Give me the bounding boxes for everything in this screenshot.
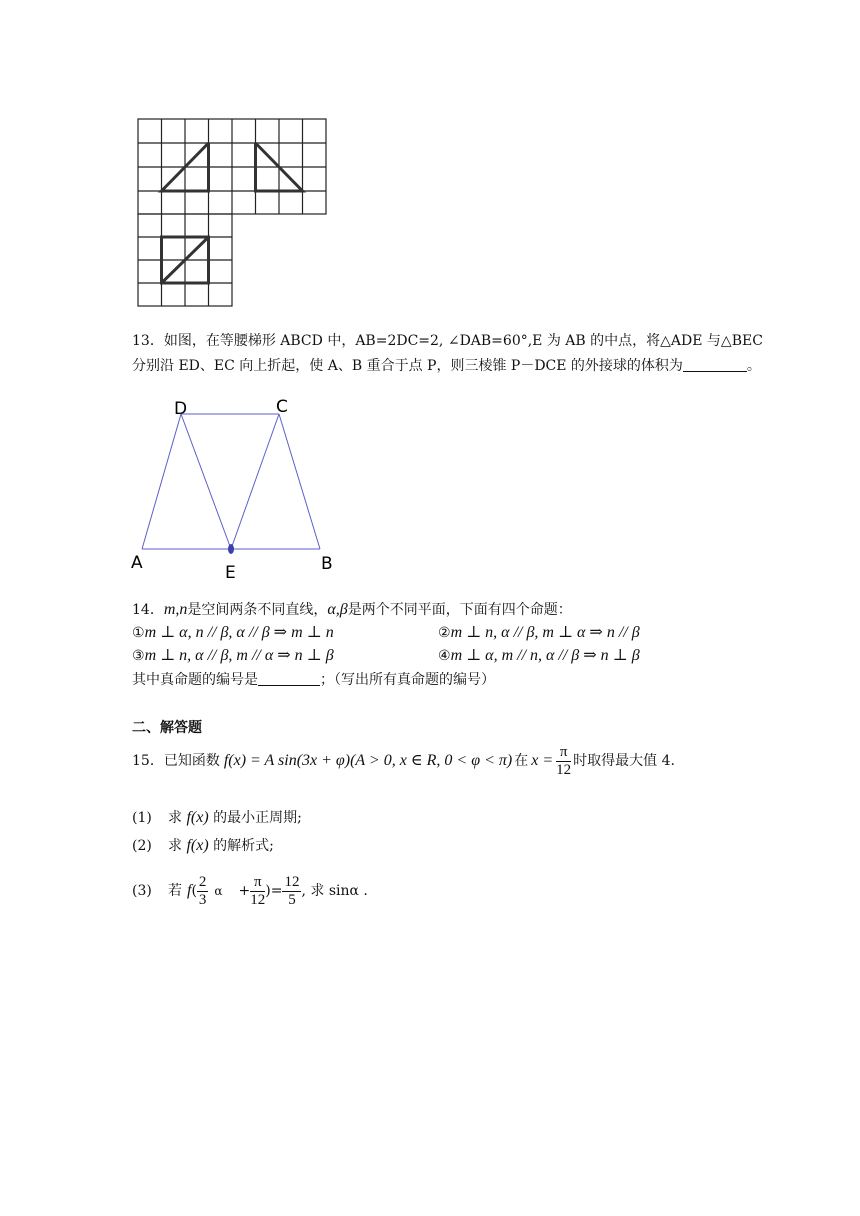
q13-line1 (132, 331, 763, 351)
q15-stem (132, 740, 675, 782)
label-b: B (321, 554, 333, 574)
q14-answer-prefix: 其中真命题的编号是 (132, 672, 258, 688)
q14-prop-2-expr: m ⊥ n, α // β, m ⊥ α ⇒ n // β (450, 624, 640, 641)
label-d: D (174, 399, 188, 419)
q14-prop-1-expr: m ⊥ α, n // β, α // β ⇒ m ⊥ n (144, 624, 334, 641)
q15-part-3-frac-12-5 (282, 874, 301, 909)
q13-end: 。 (746, 358, 761, 374)
q15-part-2-mark: (2) (132, 838, 152, 854)
q15-part-3-f3-den: 5 (288, 891, 296, 908)
q15-part-3-f1-num: 2 (198, 873, 207, 890)
q15-part-3-open: ( (191, 883, 197, 899)
section-heading: 二、解答题 (132, 720, 202, 736)
q15-part-3-mark: (3) (132, 883, 152, 899)
q13-line2 (132, 356, 761, 376)
q15-part-3-post: , 求 sinα . (301, 883, 368, 899)
point-e-marker (228, 544, 234, 554)
q15-part-2 (132, 836, 274, 856)
q14-vars-mn: m,n (163, 601, 188, 618)
q15-part-1-post: 的最小正周期; (213, 810, 302, 826)
q14-prop-2 (438, 623, 640, 643)
q15-part-2-post: 的解析式; (213, 838, 274, 854)
q15-part-1-mark: (1) (132, 810, 152, 826)
q14-intro-text1: 是空间两条不同直线， (187, 602, 328, 618)
q14-prop-3-mark: ③ (132, 648, 145, 664)
q15-x-eq: x = (531, 752, 554, 769)
grid-figure (132, 112, 332, 312)
q14-prop-3 (132, 646, 334, 666)
q14-answer-suffix: ；（写出所有真命题的编号） (320, 672, 495, 688)
q13-text-line1: 如图，在等腰梯形 ABCD 中，AB=2DC=2, ∠DAB=60°,E 为 AB 的中点，将△ADE 与△BEC (163, 333, 763, 349)
q15-function: f(x) = A sin(3x + φ)(A > 0, x ∈ R, 0 < φ < π) (223, 752, 513, 769)
label-e: E (225, 563, 236, 582)
q15-frac-den: 12 (556, 761, 572, 778)
q14-prop-4 (438, 646, 640, 666)
q15-at: 在 (514, 753, 529, 769)
q14-prop-4-expr: m ⊥ α, m // n, α // β ⇒ n ⊥ β (450, 647, 640, 664)
q15-part-3-f: f (187, 882, 192, 899)
q15-part-1 (132, 808, 302, 828)
q15-part-3-f2-num: π (250, 874, 265, 892)
q14-prop-2-mark: ② (438, 625, 451, 641)
q14-answer-line (132, 670, 495, 690)
q15-part-1-fx: f(x) (186, 809, 209, 826)
q14-intro-text2: 是两个不同平面，下面有四个命题： (347, 602, 572, 618)
q14-intro (132, 600, 572, 620)
q15-part-3-pre: 若 (168, 883, 182, 899)
q15-part-3-f2-den: 12 (250, 891, 266, 908)
segment-ce (231, 414, 279, 549)
q15-part-3-close: )= (265, 883, 283, 899)
q15-fraction-pi-12 (556, 744, 571, 779)
q15-tail: 时取得最大值 4. (573, 753, 675, 769)
q15-frac-num: π (556, 744, 571, 762)
q15-part-3-f3-num: 12 (284, 873, 300, 890)
q15-part-2-fx: f(x) (186, 837, 209, 854)
q15-part-3-frac-pi-12 (250, 874, 265, 909)
q15-part-1-pre: 求 (168, 810, 182, 826)
q14-vars-ab: α,β (327, 601, 348, 618)
q15-part-3-alpha: α (214, 884, 223, 898)
segment-de (181, 414, 231, 549)
segment-ad (142, 414, 181, 549)
q15-part-3-f1-den: 3 (198, 891, 207, 908)
label-c: C (276, 397, 288, 417)
q13-answer-blank[interactable] (683, 357, 747, 372)
q15-part-3-plus: + (238, 883, 251, 899)
q14-prop-4-mark: ④ (438, 648, 451, 664)
q14-prop-1 (132, 623, 334, 643)
trapezoid-figure (126, 390, 346, 582)
q15-number: 15．已知函数 (132, 753, 220, 769)
q15-part-2-pre: 求 (168, 838, 182, 854)
segment-cb (279, 414, 320, 549)
q14-answer-blank[interactable] (258, 671, 320, 686)
q15-part-3 (132, 870, 368, 912)
q13-text-line2: 分别沿 ED、EC 向上折起，使 A、B 重合于点 P，则三棱锥 P－DCE 的外接球的体积为 (132, 358, 683, 374)
q14-prop-1-mark: ① (132, 625, 145, 641)
q14-number: 14． (132, 602, 164, 618)
label-a: A (131, 553, 143, 573)
q13-number: 13． (132, 333, 164, 349)
q14-prop-3-expr: m ⊥ n, α // β, m // α ⇒ n ⊥ β (144, 647, 334, 664)
q15-part-3-frac-2-3 (197, 874, 209, 909)
